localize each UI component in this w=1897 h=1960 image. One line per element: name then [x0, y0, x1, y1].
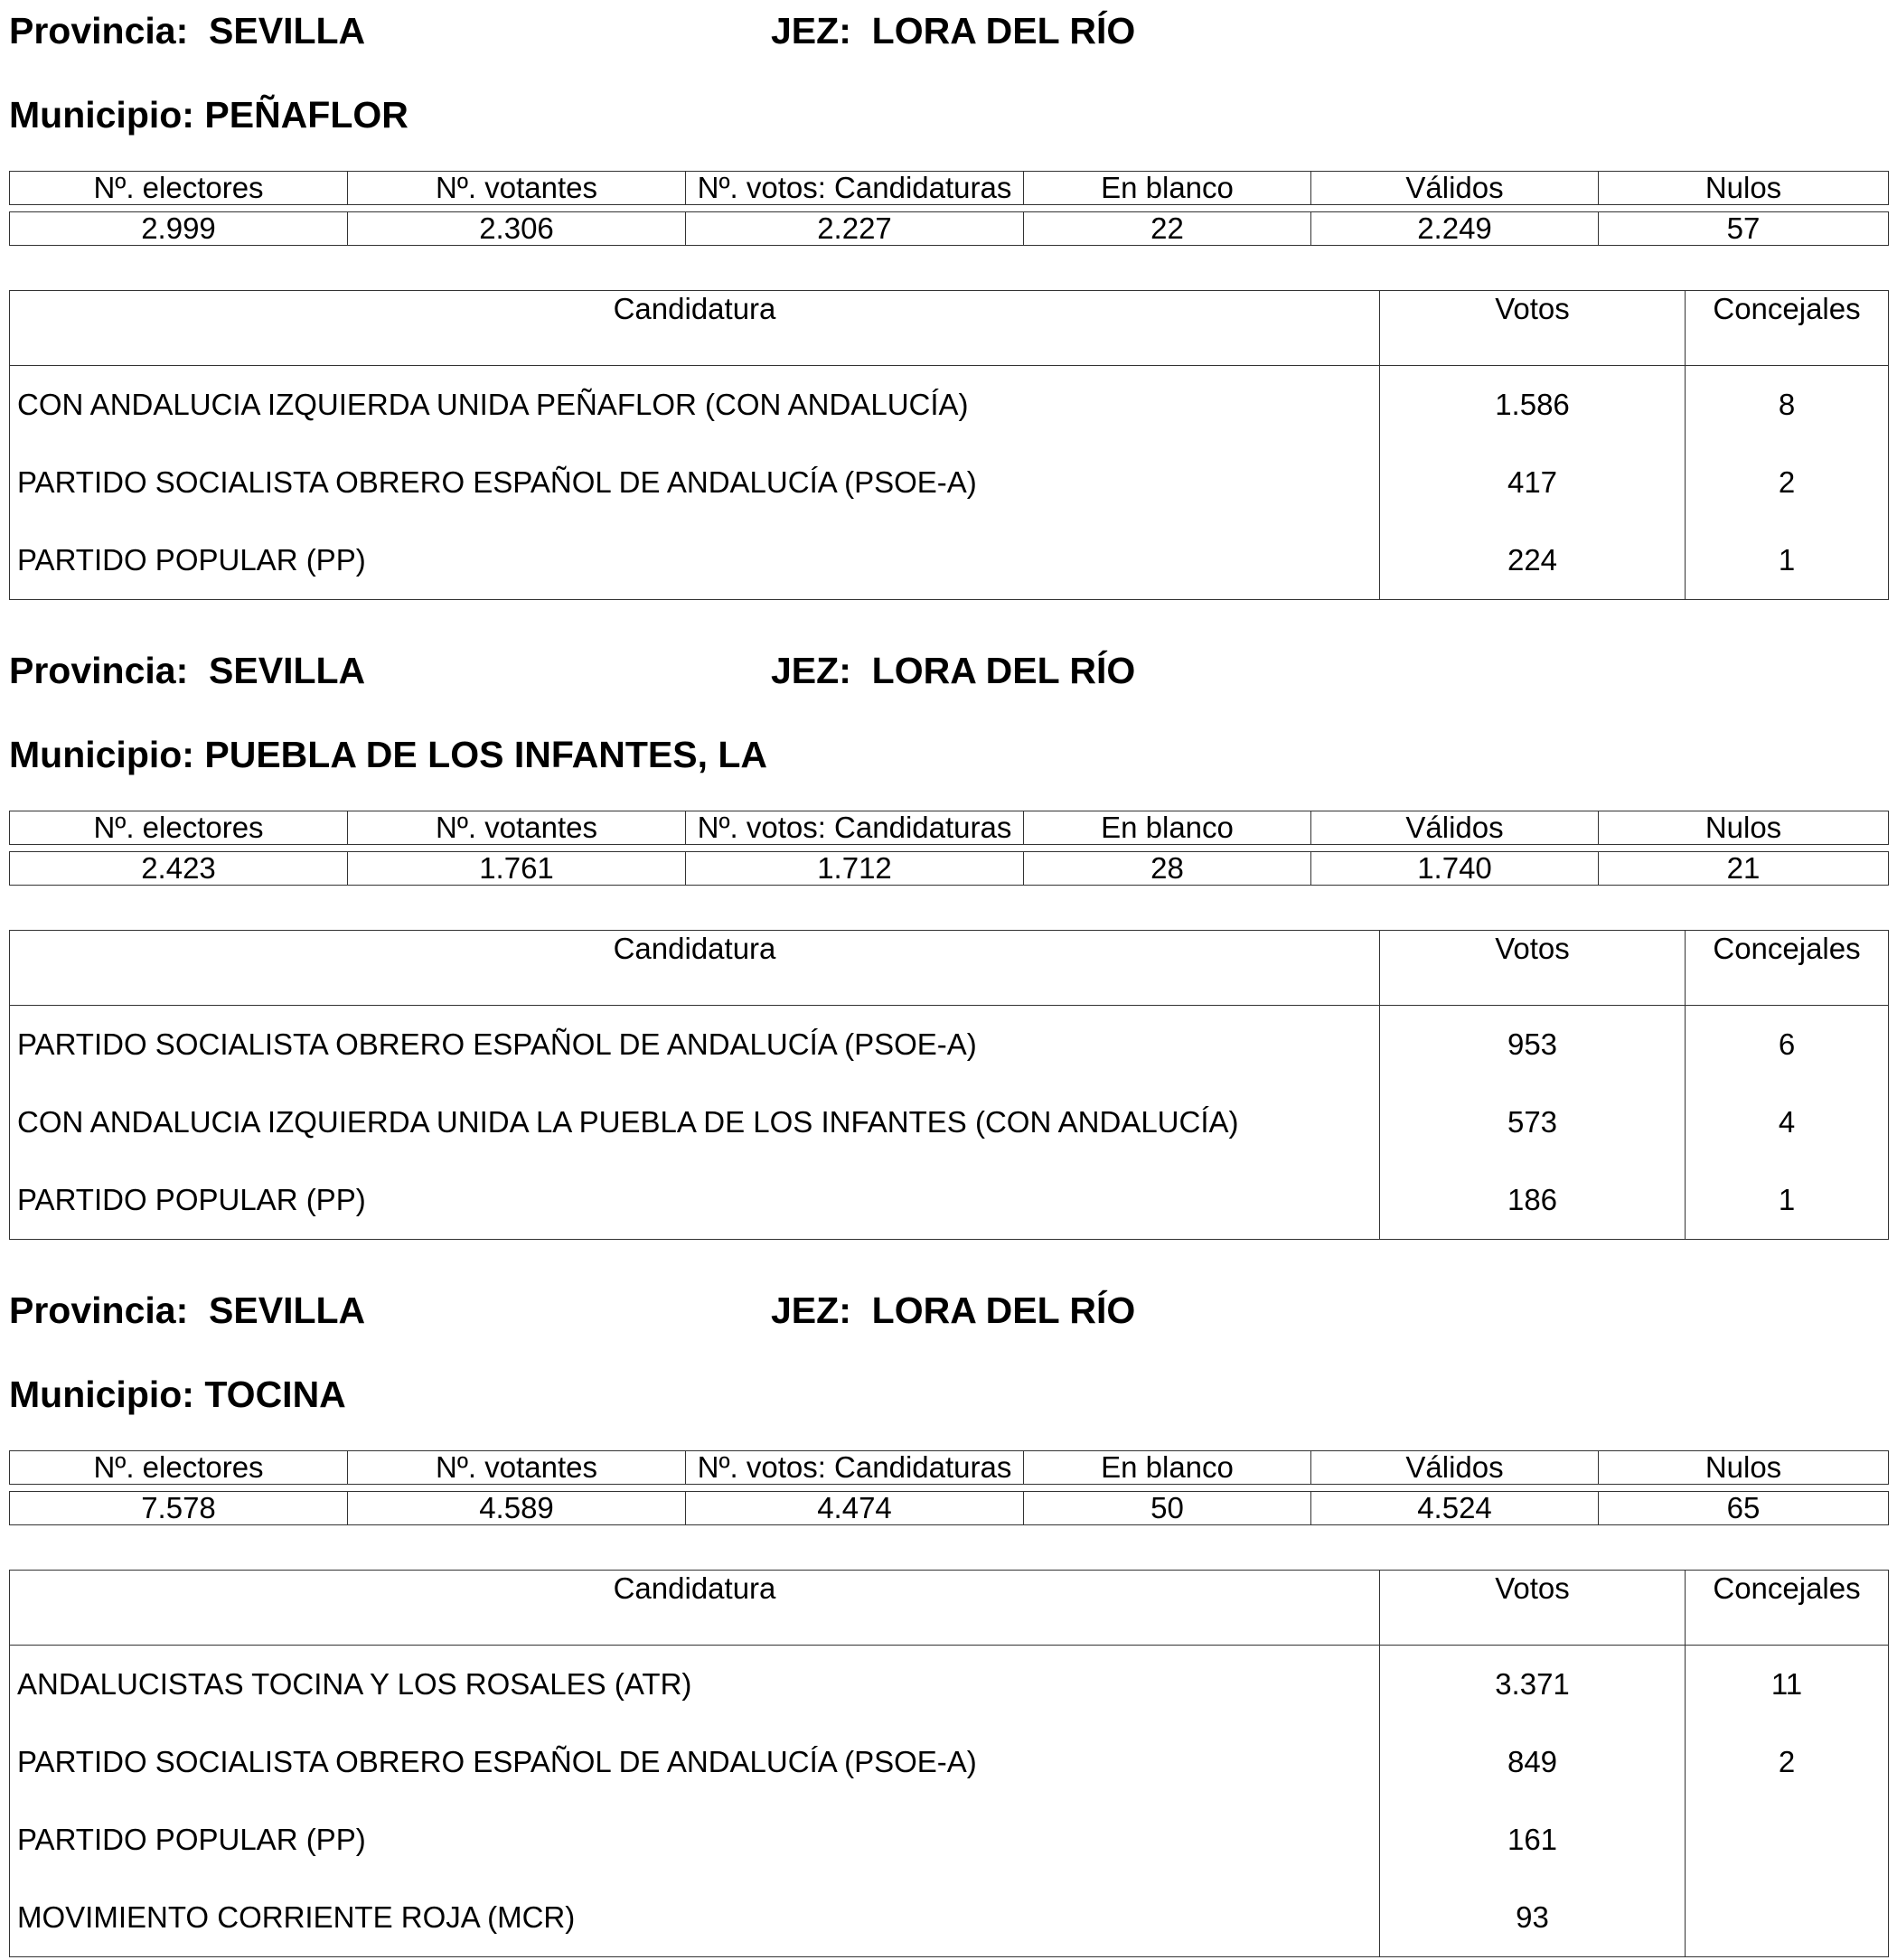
header-electores: Nº. electores	[10, 172, 348, 205]
candidatura-votos: 93	[1380, 1879, 1686, 1957]
header-votantes: Nº. votantes	[348, 172, 686, 205]
header-concejales: Concejales	[1686, 1571, 1889, 1646]
candidatura-votos: 161	[1380, 1801, 1686, 1879]
table-row	[10, 1723, 1889, 1801]
header-validos: Válidos	[1311, 1451, 1599, 1485]
candidatura-votos: 953	[1380, 1006, 1686, 1084]
header-votos-candidaturas: Nº. votos: Candidaturas	[686, 172, 1024, 205]
header-votos: Votos	[1380, 1571, 1686, 1646]
summary-value-row	[10, 852, 1889, 886]
jez-heading: JEZ: LORA DEL RÍO	[771, 1289, 1136, 1331]
candidatura-votos: 1.586	[1380, 366, 1686, 445]
candidatura-name: PARTIDO SOCIALISTA OBRERO ESPAÑOL DE ANDALUCÍA (PSOE-A)	[10, 1006, 1380, 1084]
header-votos: Votos	[1380, 291, 1686, 366]
candidatura-concejales: 1	[1686, 1161, 1889, 1240]
candidatura-concejales: 11	[1686, 1646, 1889, 1724]
candidatura-votos: 417	[1380, 444, 1686, 521]
header-nulos: Nulos	[1599, 1451, 1889, 1485]
candidaturas-header-row	[10, 1571, 1889, 1646]
candidatura-concejales	[1686, 1801, 1889, 1879]
candidatura-votos: 224	[1380, 521, 1686, 600]
header-votos-candidaturas: Nº. votos: Candidaturas	[686, 811, 1024, 845]
provincia-heading: Provincia: SEVILLA	[9, 10, 366, 52]
value-en-blanco: 22	[1024, 212, 1311, 246]
candidatura-name: PARTIDO POPULAR (PP)	[10, 1801, 1380, 1879]
table-row	[10, 366, 1889, 445]
candidatura-concejales: 2	[1686, 1723, 1889, 1801]
header-votantes: Nº. votantes	[348, 1451, 686, 1485]
header-votos: Votos	[1380, 931, 1686, 1006]
candidaturas-table	[9, 930, 1889, 1240]
candidatura-name: ANDALUCISTAS TOCINA Y LOS ROSALES (ATR)	[10, 1646, 1380, 1724]
value-electores: 2.423	[10, 852, 348, 886]
header-electores: Nº. electores	[10, 811, 348, 845]
candidaturas-header-row	[10, 291, 1889, 366]
table-row	[10, 1646, 1889, 1724]
value-validos: 2.249	[1311, 212, 1599, 246]
provincia-heading: Provincia: SEVILLA	[9, 1289, 366, 1331]
value-validos: 4.524	[1311, 1492, 1599, 1525]
candidatura-votos: 186	[1380, 1161, 1686, 1240]
candidatura-votos: 3.371	[1380, 1646, 1686, 1724]
summary-table	[9, 1450, 1889, 1525]
candidatura-name: MOVIMIENTO CORRIENTE ROJA (MCR)	[10, 1879, 1380, 1957]
municipio-heading: Municipio: PUEBLA DE LOS INFANTES, LA	[9, 734, 768, 775]
header-votantes: Nº. votantes	[348, 811, 686, 845]
candidatura-name: PARTIDO SOCIALISTA OBRERO ESPAÑOL DE ANDALUCÍA (PSOE-A)	[10, 444, 1380, 521]
value-nulos: 65	[1599, 1492, 1889, 1525]
jez-heading: JEZ: LORA DEL RÍO	[771, 650, 1136, 691]
summary-table	[9, 811, 1889, 886]
header-candidatura: Candidatura	[10, 931, 1380, 1006]
candidatura-name: PARTIDO POPULAR (PP)	[10, 1161, 1380, 1240]
provincia-heading: Provincia: SEVILLA	[9, 650, 366, 691]
header-votos-candidaturas: Nº. votos: Candidaturas	[686, 1451, 1024, 1485]
candidaturas-header-row	[10, 931, 1889, 1006]
summary-value-row	[10, 212, 1889, 246]
value-votantes: 1.761	[348, 852, 686, 886]
header-concejales: Concejales	[1686, 291, 1889, 366]
candidatura-concejales: 2	[1686, 444, 1889, 521]
table-row	[10, 1083, 1889, 1161]
header-validos: Válidos	[1311, 172, 1599, 205]
header-candidatura: Candidatura	[10, 1571, 1380, 1646]
candidatura-concejales: 6	[1686, 1006, 1889, 1084]
header-nulos: Nulos	[1599, 811, 1889, 845]
header-validos: Válidos	[1311, 811, 1599, 845]
summary-header-row	[10, 172, 1889, 205]
table-row	[10, 1801, 1889, 1879]
candidatura-votos: 849	[1380, 1723, 1686, 1801]
header-nulos: Nulos	[1599, 172, 1889, 205]
value-electores: 2.999	[10, 212, 348, 246]
value-validos: 1.740	[1311, 852, 1599, 886]
table-row	[10, 444, 1889, 521]
value-electores: 7.578	[10, 1492, 348, 1525]
value-votos-candidaturas: 1.712	[686, 852, 1024, 886]
table-row	[10, 1879, 1889, 1957]
summary-table	[9, 171, 1889, 246]
candidatura-concejales	[1686, 1879, 1889, 1957]
candidatura-name: PARTIDO POPULAR (PP)	[10, 521, 1380, 600]
value-en-blanco: 28	[1024, 852, 1311, 886]
value-en-blanco: 50	[1024, 1492, 1311, 1525]
candidatura-concejales: 4	[1686, 1083, 1889, 1161]
value-votos-candidaturas: 4.474	[686, 1492, 1024, 1525]
candidatura-name: CON ANDALUCIA IZQUIERDA UNIDA LA PUEBLA DE LOS INFANTES (CON ANDALUCÍA)	[10, 1083, 1380, 1161]
municipio-heading: Municipio: PEÑAFLOR	[9, 94, 409, 136]
header-candidatura: Candidatura	[10, 291, 1380, 366]
candidatura-name: CON ANDALUCIA IZQUIERDA UNIDA PEÑAFLOR (CON ANDALUCÍA)	[10, 366, 1380, 445]
candidatura-name: PARTIDO SOCIALISTA OBRERO ESPAÑOL DE ANDALUCÍA (PSOE-A)	[10, 1723, 1380, 1801]
table-row	[10, 1161, 1889, 1240]
municipio-heading: Municipio: TOCINA	[9, 1374, 346, 1415]
table-row	[10, 1006, 1889, 1084]
header-en-blanco: En blanco	[1024, 1451, 1311, 1485]
candidaturas-table	[9, 290, 1889, 600]
value-votos-candidaturas: 2.227	[686, 212, 1024, 246]
summary-value-row	[10, 1492, 1889, 1525]
table-row	[10, 521, 1889, 600]
value-votantes: 4.589	[348, 1492, 686, 1525]
value-nulos: 21	[1599, 852, 1889, 886]
value-nulos: 57	[1599, 212, 1889, 246]
header-en-blanco: En blanco	[1024, 811, 1311, 845]
header-concejales: Concejales	[1686, 931, 1889, 1006]
candidatura-votos: 573	[1380, 1083, 1686, 1161]
value-votantes: 2.306	[348, 212, 686, 246]
summary-header-row	[10, 1451, 1889, 1485]
summary-header-row	[10, 811, 1889, 845]
candidatura-concejales: 8	[1686, 366, 1889, 445]
jez-heading: JEZ: LORA DEL RÍO	[771, 10, 1136, 52]
header-electores: Nº. electores	[10, 1451, 348, 1485]
candidaturas-table	[9, 1570, 1889, 1957]
candidatura-concejales: 1	[1686, 521, 1889, 600]
header-en-blanco: En blanco	[1024, 172, 1311, 205]
